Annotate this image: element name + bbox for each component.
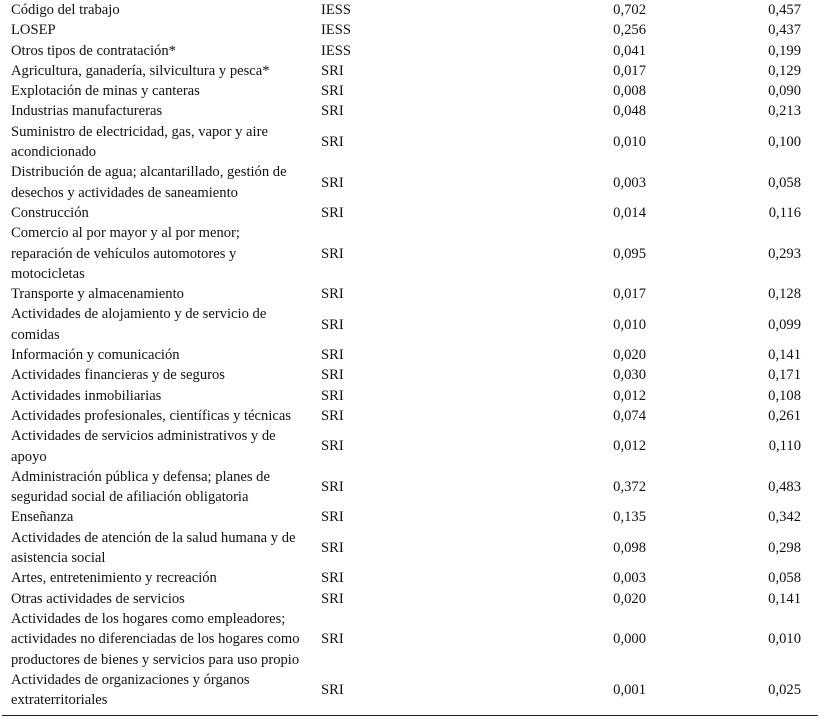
value-cell-1: 0,001 (613, 681, 646, 698)
activity-cell: Transporte y almacenamiento (11, 286, 184, 303)
table-row (0, 162, 830, 203)
value-cell-1: 0,041 (613, 42, 646, 59)
value-cell-1: 0,003 (613, 570, 646, 587)
value-cell-2: 0,116 (768, 204, 801, 221)
value-cell-2: 0,141 (768, 590, 801, 607)
activity-cell: Industrias manufactureras (11, 103, 163, 120)
value-cell-1: 0,702 (613, 2, 646, 18)
value-cell-2: 0,128 (768, 286, 801, 303)
value-cell-2: 0,129 (768, 62, 801, 79)
table-row (0, 426, 830, 467)
source-cell: IESS (321, 42, 352, 59)
value-cell-2: 0,213 (768, 103, 801, 120)
value-cell-2: 0,090 (768, 83, 801, 100)
source-cell: SRI (321, 245, 344, 262)
activity-cell: Administración pública y defensa; planes de seguridad social de afiliación obligatoria (11, 468, 270, 506)
source-cell: SRI (321, 286, 344, 303)
table-row (0, 345, 830, 365)
source-cell: SRI (321, 539, 344, 556)
source-cell: IESS (321, 2, 352, 18)
table-row (0, 589, 830, 609)
activity-cell: Otras actividades de servicios (11, 590, 185, 607)
source-cell: SRI (321, 103, 344, 120)
source-cell: SRI (321, 631, 344, 648)
activity-cell: Explotación de minas y canteras (11, 83, 200, 100)
table-row (0, 223, 830, 284)
activity-cell: Actividades profesionales, científicas y técnicas (11, 407, 292, 424)
source-cell: SRI (321, 62, 344, 79)
table-row (0, 101, 830, 121)
activity-cell: LOSEP (11, 22, 56, 39)
source-cell: SRI (321, 347, 344, 364)
value-cell-1: 0,017 (613, 286, 646, 303)
activity-cell: Suministro de electricidad, gas, vapor y aire acondicionado (11, 123, 268, 161)
value-cell-2: 0,298 (768, 539, 801, 556)
value-cell-2: 0,010 (768, 631, 801, 648)
table-row (0, 20, 830, 40)
activity-cell: Actividades de alojamiento y de servicio de comidas (11, 306, 267, 343)
value-cell-1: 0,017 (613, 62, 646, 79)
table-row (0, 304, 830, 345)
value-cell-2: 0,141 (768, 347, 801, 364)
activity-cell: Actividades de los hogares como empleadores; actividades no diferenciadas de los hogares como productores de bienes y servicios para uso propio (11, 610, 300, 668)
source-cell: SRI (321, 204, 344, 221)
activity-cell: Actividades de servicios administrativos y de apoyo (11, 428, 276, 465)
activity-cell: Otros tipos de contratación* (11, 42, 176, 59)
table-row (0, 528, 830, 569)
source-cell: IESS (321, 22, 352, 39)
value-cell-1: 0,003 (613, 174, 646, 191)
activity-cell: Artes, entretenimiento y recreación (11, 570, 217, 587)
table-row (0, 609, 830, 670)
table-row (0, 81, 830, 101)
source-cell: SRI (321, 387, 344, 404)
activity-cell: Agricultura, ganadería, silvicultura y pesca* (11, 62, 270, 79)
value-cell-2: 0,025 (768, 681, 801, 698)
source-cell: SRI (321, 590, 344, 607)
value-cell-1: 0,014 (613, 204, 646, 221)
value-cell-1: 0,135 (613, 509, 646, 526)
value-cell-2: 0,100 (768, 133, 801, 150)
source-cell: SRI (321, 133, 344, 150)
table-row (0, 507, 830, 527)
value-cell-2: 0,293 (768, 245, 801, 262)
table-row (0, 284, 830, 304)
activity-cell: Información y comunicación (11, 347, 180, 364)
source-cell: SRI (321, 83, 344, 100)
table-row (0, 568, 830, 588)
value-cell-2: 0,457 (768, 2, 801, 18)
value-cell-2: 0,108 (768, 387, 801, 404)
source-cell: SRI (321, 438, 344, 455)
activity-cell: Actividades financieras y de seguros (11, 367, 225, 384)
value-cell-1: 0,012 (613, 387, 646, 404)
table-row (0, 122, 830, 163)
value-cell-1: 0,030 (613, 367, 646, 384)
table-row (0, 467, 830, 508)
value-cell-1: 0,012 (613, 438, 646, 455)
value-cell-1: 0,098 (613, 539, 646, 556)
activity-cell: Enseñanza (11, 509, 74, 526)
source-cell: SRI (321, 478, 344, 495)
table-row (0, 203, 830, 223)
value-cell-1: 0,372 (613, 478, 646, 495)
source-cell: SRI (321, 174, 344, 191)
value-cell-1: 0,020 (613, 347, 646, 364)
table-row (0, 0, 830, 20)
activity-cell: Construcción (11, 204, 89, 221)
source-cell: SRI (321, 681, 344, 698)
source-cell: SRI (321, 509, 344, 526)
activity-cell: Comercio al por mayor y al por menor; reparación de vehículos automotores y motocicletas (11, 225, 240, 282)
value-cell-2: 0,110 (768, 438, 801, 455)
value-cell-1: 0,095 (613, 245, 646, 262)
source-cell: SRI (321, 407, 344, 424)
value-cell-1: 0,020 (613, 590, 646, 607)
value-cell-2: 0,099 (768, 316, 801, 333)
value-cell-2: 0,261 (768, 407, 801, 424)
value-cell-1: 0,008 (613, 83, 646, 100)
value-cell-1: 0,010 (613, 316, 646, 333)
value-cell-1: 0,010 (613, 133, 646, 150)
value-cell-2: 0,058 (768, 570, 801, 587)
activity-cell: Actividades de atención de la salud humana y de asistencia social (11, 529, 296, 567)
activity-cell: Distribución de agua; alcantarillado, gestión de desechos y actividades de saneamiento (11, 164, 287, 201)
source-cell: SRI (321, 570, 344, 587)
value-cell-2: 0,437 (768, 22, 801, 39)
table-row (0, 406, 830, 426)
activity-cell: Código del trabajo (11, 2, 120, 18)
table-row (0, 670, 830, 711)
value-cell-2: 0,058 (768, 174, 801, 191)
activity-cell: Actividades inmobiliarias (11, 387, 162, 404)
value-cell-2: 0,483 (768, 478, 801, 495)
value-cell-1: 0,074 (613, 407, 646, 424)
value-cell-1: 0,000 (613, 631, 646, 648)
table-row (0, 386, 830, 406)
value-cell-2: 0,171 (768, 367, 801, 384)
source-cell: SRI (321, 367, 344, 384)
table-row (0, 365, 830, 385)
table-row (0, 61, 830, 81)
activity-cell: Actividades de organizaciones y órganos extraterritoriales (11, 671, 250, 709)
table-bottom-rule (2, 715, 818, 716)
source-cell: SRI (321, 316, 344, 333)
value-cell-2: 0,199 (768, 42, 801, 59)
value-cell-1: 0,048 (613, 103, 646, 120)
value-cell-1: 0,256 (613, 22, 646, 39)
table-row (0, 41, 830, 61)
value-cell-2: 0,342 (768, 509, 801, 526)
